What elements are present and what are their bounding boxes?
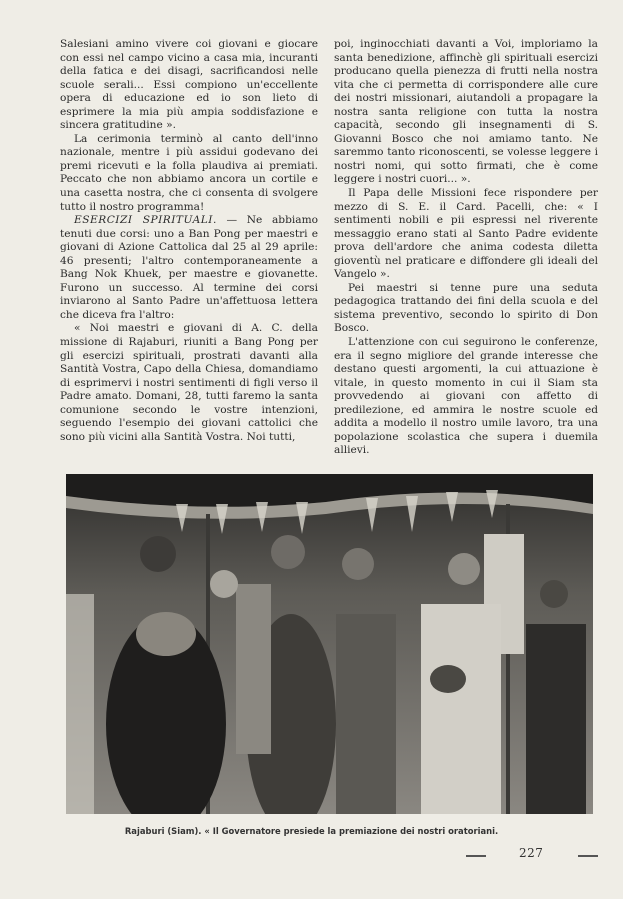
page-number: 227 bbox=[519, 846, 544, 860]
section-text: — Ne abbiamo tenuti due corsi: uno a Ban Pong per maestri e giovani di Azione Cattolica dal 25 al 29 aprile: 46 presenti; l'altro contemporaneamente a Bang Nok Khuek, per maestre e giovanette. Furono un successo. Al termine dei corsi inviarono al Santo Padre un'affettuosa lettera che diceva fra l'altro: bbox=[60, 214, 318, 321]
paragraph: Pei maestri si tenne pure una seduta pedagogica trattando dei fini della scuola e del sistema preventivo, secondo lo spirito di Don Bosco. bbox=[334, 281, 598, 335]
paragraph: L'attenzione con cui seguirono le conferenze, era il segno migliore del grande interesse che destano questi argomenti, la cui attuazione è vitale, in questo momento in cui il Siam sta provvedendo ai giovani con affetto di predilezione, ed ammira le nostre scuole ed addita a modello il nostro umile lavoro, tra una popolazione scolastica che supera i duemila allievi. bbox=[334, 336, 598, 457]
section-heading: ESERCIZI SPIRITUALI. bbox=[74, 214, 217, 227]
paragraph: Salesiani amino vivere coi giovani e giocare con essi nel campo vicino a casa mia, incuranti della fatica e dei disagi, sacrificandosi nelle scuole serali... Essi compiono un'eccellente opera di educazione ed io son lieto di esprimere la mia più ampia soddisfazione e sincera gratitudine ». bbox=[60, 38, 318, 132]
decorative-dash bbox=[578, 855, 598, 857]
photo-caption: Rajaburi (Siam). « Il Governatore presiede la premiazione dei nostri oratoriani. bbox=[124, 826, 499, 836]
decorative-dash bbox=[466, 855, 486, 857]
paragraph: La cerimonia terminò al canto dell'inno nazionale, mentre i più assidui godevano dei premi ricevuti e la folla plaudiva ai premiati. Peccato che non abbiamo ancora un cortile e una casetta nostra, che ci consenta di svolgere tutto il nostro programma! bbox=[60, 132, 318, 213]
photograph bbox=[66, 474, 593, 814]
paragraph: Il Papa delle Missioni fece rispondere per mezzo di S. E. il Card. Pacelli, che: « I sentimenti nobili e pii espressi nel riverente messaggio erano stati al Santo Padre evidente prova dell'ardore che anima codesta diletta gioventù nel praticare e diffondere gli ideali del Vangelo ». bbox=[334, 187, 598, 281]
photo-illustration bbox=[66, 474, 593, 814]
left-column bbox=[60, 38, 318, 444]
paragraph: « Noi maestri e giovani di A. C. della missione di Rajaburi, riuniti a Bang Pong per gli esercizi spirituali, prostrati davanti alla Santità Vostra, Capo della Chiesa, domandiamo di esprimervi i nostri sentimenti di figli verso il Padre amato. Domani, 28, tutti faremo la santa comunione secondo le vostre intenzioni, seguendo l'esempio dei giovani cattolici che sono più vicini alla Santità Vostra. Noi tutti, bbox=[60, 322, 318, 443]
right-column bbox=[334, 38, 598, 458]
paragraph: poi, inginocchiati davanti a Voi, imploriamo la santa benedizione, affinchè gli spirituali esercizi producano quella pienezza di frutti nella nostra vita che ci permetta di corrispondere alle cure dei nostri missionari, aiutandoli a propagare la nostra santa religione con tutta la nostra capacità, secondo gli insegnamenti di S. Giovanni Bosco che noi amiamo tanto. Ne saremmo tanto riconoscenti, se volesse leggere i nostri nomi, qui sotto firmati, che è come leggere i nostri cuori... ». bbox=[334, 38, 598, 186]
paragraph bbox=[60, 214, 318, 322]
